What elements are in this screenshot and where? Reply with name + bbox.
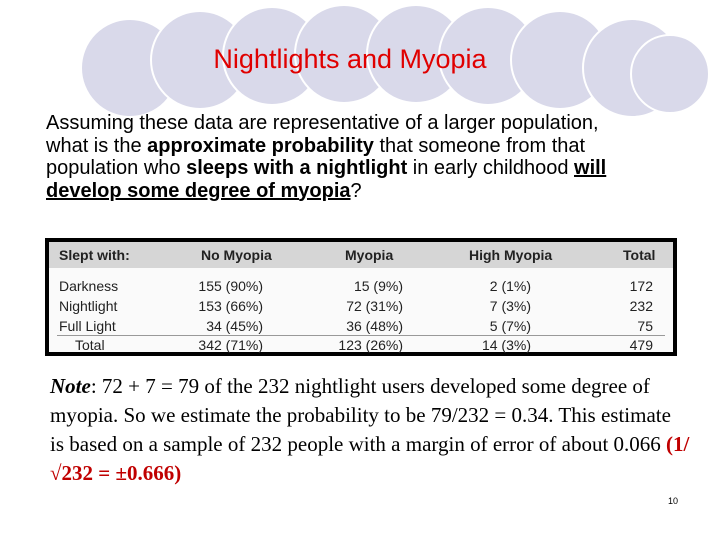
table-cell: 5 (7%) <box>489 318 531 334</box>
table-header-cell: Slept with: <box>59 247 130 263</box>
table-cell: 479 <box>629 337 653 353</box>
table-cell: 172 <box>629 278 653 294</box>
table-inner <box>49 242 673 352</box>
table-cell: 153 (66%) <box>198 298 263 314</box>
question-part: ? <box>350 179 362 202</box>
table-cell: 34 (45%) <box>206 318 263 334</box>
table-cell: 155 (90%) <box>198 278 263 294</box>
table-header-cell: Total <box>623 247 656 263</box>
note-text: : 72 + 7 = 79 of the 232 nightlight users developed some degree of myopia. So we estimate the probability to be 79/232 = 0.34. This estimate is based on a sample of 232 people with a margin of error of about 0.066 <box>50 374 671 456</box>
slide-title: Nightlights and Myopia <box>213 44 487 74</box>
table-cell: 14 (3%) <box>481 337 531 353</box>
table-cell: 36 (48%) <box>346 318 403 334</box>
table-cell: Nightlight <box>59 298 118 314</box>
question-part-bold-underline: will develop some degree of myopia <box>46 157 607 202</box>
table-cell: Total <box>75 337 105 353</box>
question-part: in early childhood <box>407 157 575 179</box>
table-cell: 342 (71%) <box>198 337 263 353</box>
table-cell: 7 (3%) <box>489 298 531 314</box>
table-cell: 15 (9%) <box>353 278 403 294</box>
table-cell: 232 <box>629 298 653 314</box>
table-header-cell: Myopia <box>345 247 394 263</box>
table-cell: 72 (31%) <box>346 298 403 314</box>
table-cell: Full Light <box>59 318 116 334</box>
note-highlight: (1/√232 = ±0.666) <box>50 432 690 485</box>
question-part: that someone from that population who <box>46 134 586 179</box>
table-header-cell: No Myopia <box>201 247 272 263</box>
table-cell: 75 <box>637 318 653 334</box>
question-part-bold: approximate probability <box>147 134 374 157</box>
question-part: Assuming these data are representative of a larger population, what is the <box>46 112 599 157</box>
note-paragraph <box>50 372 690 488</box>
page-number: 10 <box>667 496 678 506</box>
note-label: Note <box>50 374 91 398</box>
table-cell: 2 (1%) <box>489 278 531 294</box>
question-text <box>46 112 646 202</box>
table-total-rule <box>57 335 665 336</box>
question-part-bold: sleeps with a nightlight <box>186 157 408 179</box>
table-header-cell: High Myopia <box>469 247 553 263</box>
table-cell: 123 (26%) <box>338 337 403 353</box>
data-table <box>45 238 677 356</box>
table-cell: Darkness <box>59 278 119 294</box>
